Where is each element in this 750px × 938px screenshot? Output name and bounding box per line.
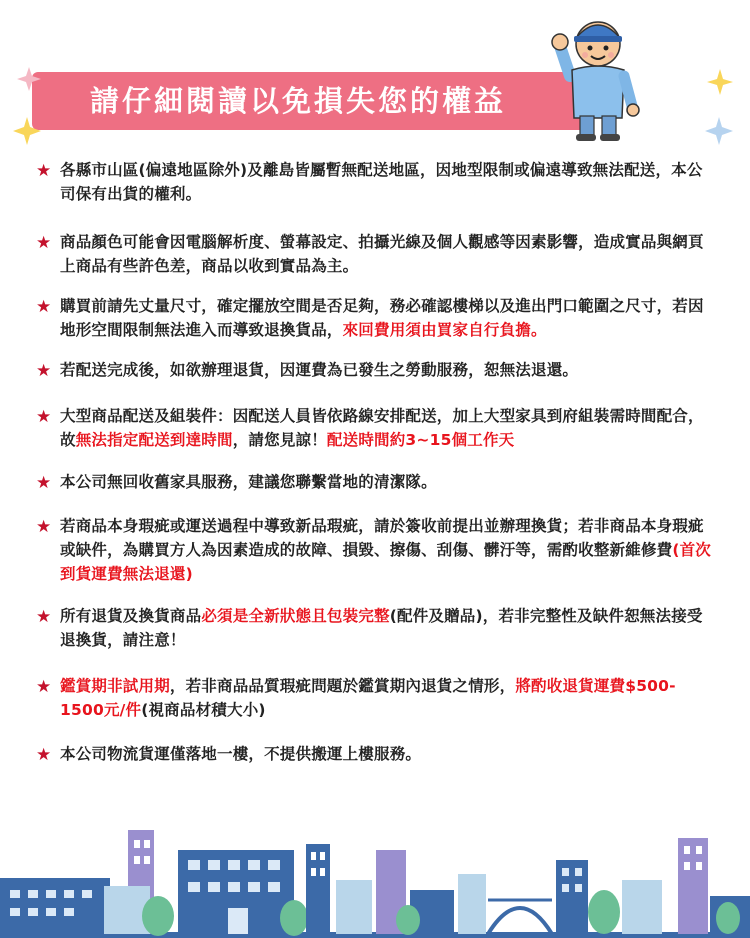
rule-item	[36, 604, 716, 652]
star-icon: ★	[36, 607, 52, 627]
rule-segment: 若配送完成後，如欲辦理退貨，因運費為已發生之勞動服務，恕無法退還。	[60, 361, 579, 379]
highlight-text: (首次到貨運費無法退還)	[60, 541, 711, 583]
rule-segment: ，若非商品品質瑕疵問題於鑑賞期內退貨之情形，	[169, 677, 516, 695]
highlight-text: 配送時間約3~15個工作天	[326, 431, 515, 449]
star-icon: ★	[36, 161, 52, 181]
star-icon: ★	[36, 517, 52, 537]
worker-mascot-icon	[548, 6, 648, 146]
sparkle-star-icon	[12, 116, 42, 146]
rule-segment: 本公司物流貨運僅落地一樓，不提供搬運上樓服務。	[60, 745, 422, 763]
rule-segment: 本公司無回收舊家具服務，建議您聯繫當地的清潔隊。	[60, 473, 437, 491]
page-title: 請仔細閱讀以免損失您的權益	[90, 84, 507, 118]
rule-text	[60, 604, 716, 652]
rule-text	[60, 158, 716, 206]
rule-item	[36, 514, 716, 586]
rule-segment: 所有退貨及換貨商品	[60, 607, 202, 625]
star-icon: ★	[36, 745, 52, 765]
star-icon: ★	[36, 473, 52, 493]
rule-segment: 大型商品配送及組裝件：因配送人員皆依路線安排配送，加上大型家具到府組裝需時間配合，故	[60, 407, 704, 449]
highlight-text: 將酌收退貨運費$500-1500元/件	[60, 677, 676, 719]
highlight-text: 無法指定配送到達時間	[75, 431, 233, 449]
rule-text	[60, 230, 716, 278]
rule-segment: 若商品本身瑕疵或運送過程中導致新品瑕疵，請於簽收前提出並辦理換貨；若非商品本身瑕疵或缺件，為購買方人為因素造成的故障、損毀、擦傷、刮傷、髒汙等，需酌收整新維修費	[60, 517, 704, 559]
rule-segment: ，請您見諒！	[232, 431, 327, 449]
rule-text	[60, 470, 437, 494]
rule-item	[36, 158, 716, 206]
rule-text	[60, 514, 716, 586]
rule-text	[60, 358, 578, 382]
sparkle-star-icon	[706, 68, 734, 96]
rule-item	[36, 230, 716, 278]
rule-text	[60, 742, 421, 766]
rule-item	[36, 674, 716, 722]
rule-segment: (視商品材積大小)	[141, 701, 266, 719]
rule-segment: (配件及贈品)，若非完整性及缺件恕無法接受退換貨，請注意！	[60, 607, 703, 649]
rule-text	[60, 294, 716, 342]
rule-item	[36, 404, 716, 452]
highlight-text: 必須是全新狀態且包裝完整	[201, 607, 390, 625]
sparkle-star-icon	[16, 66, 42, 92]
rule-item	[36, 742, 716, 767]
rule-segment: 商品顏色可能會因電腦解析度、螢幕設定、拍攝光線及個人觀感等因素影響，造成實品與網頁上商品有些許色差，商品以收到實品為主。	[60, 233, 704, 275]
rule-text	[60, 404, 716, 452]
star-icon: ★	[36, 677, 52, 697]
rule-segment: 購買前請先丈量尺寸，確定擺放空間是否足夠，務必確認樓梯以及進出門口範圍之尺寸，若因地形空間限制無法進入而導致退換貨品，	[60, 297, 704, 339]
city-skyline-icon	[0, 820, 750, 938]
sparkle-star-icon	[704, 116, 734, 146]
star-icon: ★	[36, 233, 52, 253]
rule-text	[60, 674, 716, 722]
highlight-text: 鑑賞期非試用期	[60, 677, 170, 695]
star-icon: ★	[36, 297, 52, 317]
highlight-text: 來回費用須由買家自行負擔。	[342, 321, 547, 339]
rule-item	[36, 358, 716, 383]
rule-segment: 各縣市山區(偏遠地區除外)及離島皆屬暫無配送地區，因地型限制或偏遠導致無法配送，本公司保有出貨的權利。	[60, 161, 703, 203]
rule-item	[36, 470, 716, 495]
rule-item	[36, 294, 716, 342]
star-icon: ★	[36, 407, 52, 427]
star-icon: ★	[36, 361, 52, 381]
